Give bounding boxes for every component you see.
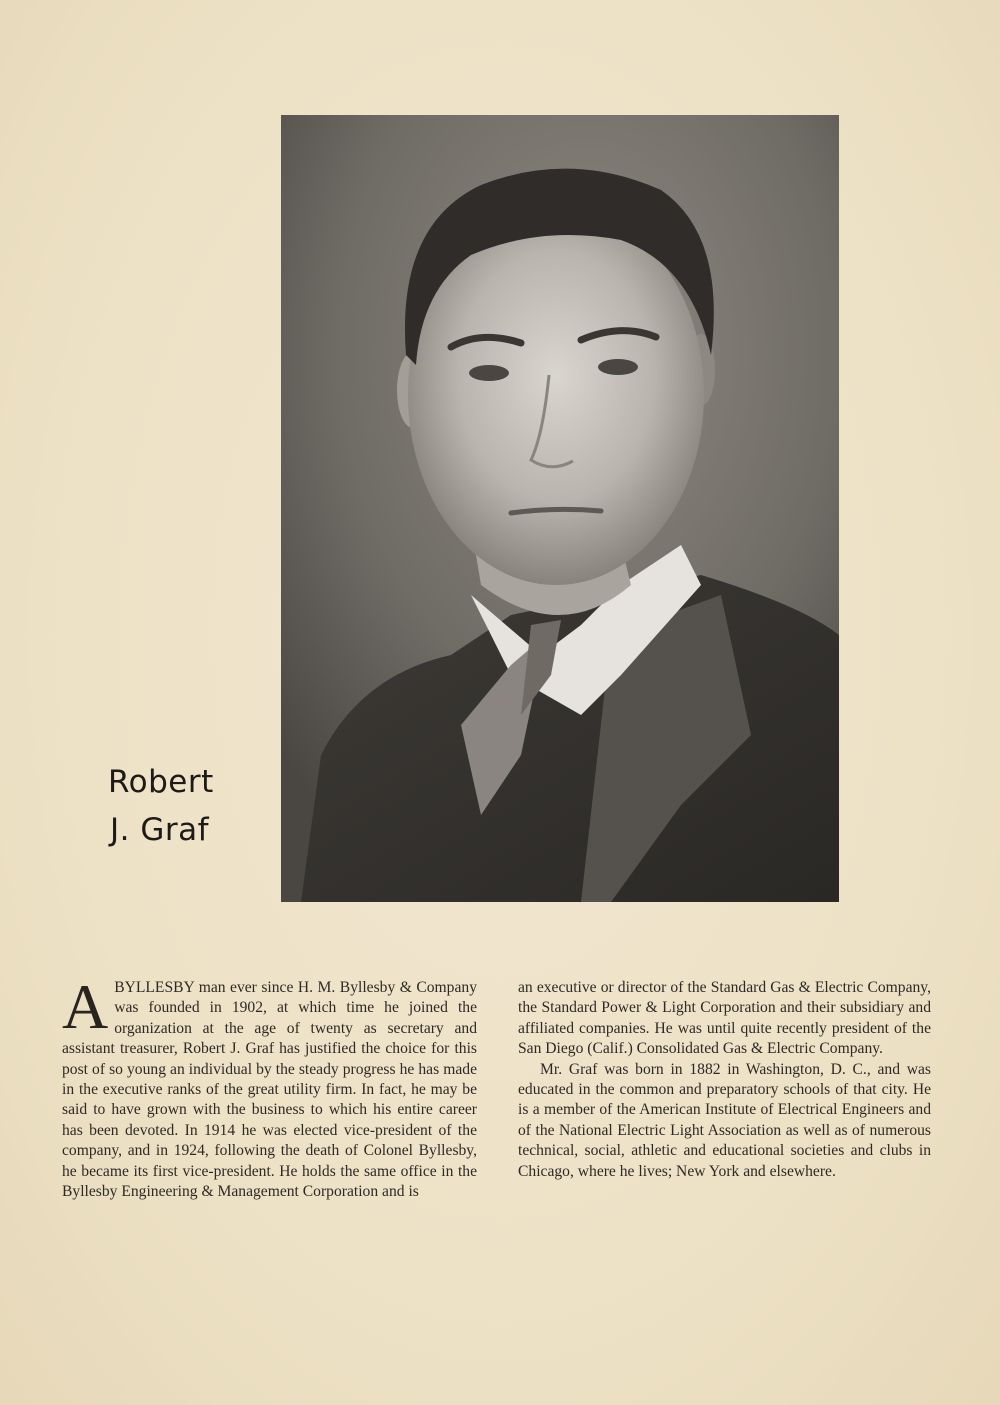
article-column-right: [518, 978, 931, 1182]
paragraph-2: Mr. Graf was born in 1882 in Washington, D. C., and was educated in the common and preparatory schools of that city. He is a member of the American Institute of Electrical Engineers and of the National Electric Light Association as well as of numerous technical, social, athletic and educational societies and clubs in Chicago, where he lives; New York and elsewhere.: [518, 1060, 931, 1180]
drop-cap: A: [62, 971, 109, 1042]
person-name: [108, 758, 214, 854]
name-line-1: Robert: [108, 764, 214, 800]
paragraph-1: [62, 971, 477, 1202]
article-column-left: [62, 971, 477, 1202]
portrait-photo: [281, 115, 839, 902]
paragraph-1-text: BYLLESBY man ever since H. M. Byllesby & Company was founded in 1902, at which time he joined the organization at the age of twenty as secretary and assistant treasurer, Robert J. Graf has justified the choice for this post of so young an individual by the steady progress he has made in the executive ranks of the great utility firm. In fact, he may be said to have grown with the business to which his entire career has been devoted. In 1914 he was elected vice-president of the company, and in 1924, following the death of Colonel Byllesby, he became its first vice-president. He holds the same office in the Byllesby Engineering & Management Corporation and is: [62, 979, 477, 1201]
name-line-2: J. Graf: [110, 812, 210, 848]
paragraph-1-continued: an executive or director of the Standard Gas & Electric Company, the Standard Power & Light Corporation and their subsidiary and affiliated companies. He was until quite recently president of the San Diego (Calif.) Consolidated Gas & Electric Company.: [518, 979, 931, 1058]
